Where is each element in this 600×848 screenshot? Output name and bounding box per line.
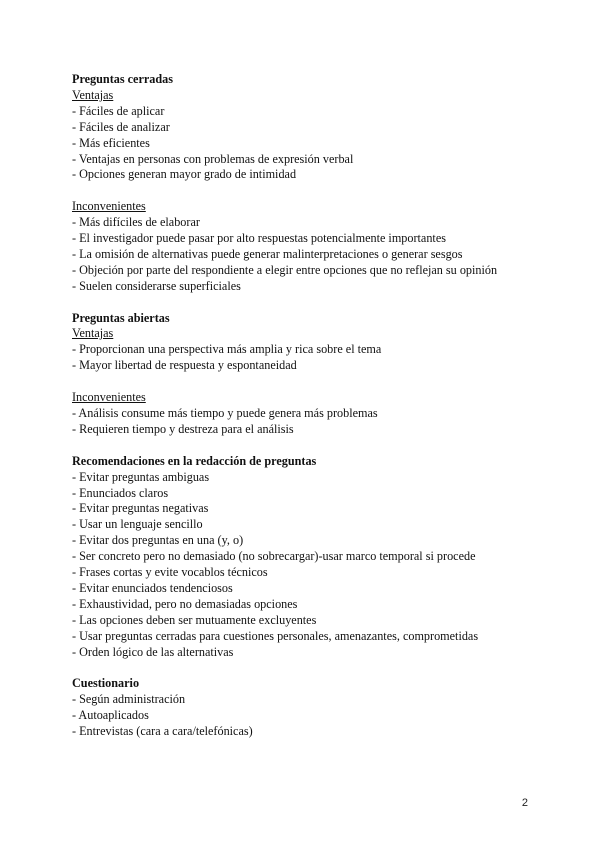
list-item: - Análisis consume más tiempo y puede genera más problemas bbox=[72, 405, 378, 420]
list-item: - Autoaplicados bbox=[72, 708, 149, 723]
list-item: - Ser concreto pero no demasiado (no sobrecargar)-usar marco temporal si procede bbox=[72, 549, 476, 564]
list-item: - Según administración bbox=[72, 692, 186, 707]
subsection-label-ventajas: Ventajas bbox=[72, 326, 114, 341]
list-item: - Usar preguntas cerradas para cuestiones personales, amenazantes, comprometidas bbox=[72, 628, 479, 643]
list-item: - Fáciles de analizar bbox=[72, 119, 170, 134]
list-item: - Opciones generan mayor grado de intimidad bbox=[72, 167, 297, 182]
list-item: - Suelen considerarse superficiales bbox=[72, 278, 241, 293]
list-item: - Evitar preguntas negativas bbox=[72, 501, 209, 516]
list-item: - Evitar enunciados tendenciosos bbox=[72, 580, 233, 595]
list-item: - Mayor libertad de respuesta y espontaneidad bbox=[72, 358, 297, 373]
subsection-label-inconvenientes: Inconvenientes bbox=[72, 199, 146, 214]
list-item: - Objeción por parte del respondiente a elegir entre opciones que no reflejan su opinión bbox=[72, 262, 498, 277]
list-item: - Las opciones deben ser mutuamente excluyentes bbox=[72, 612, 317, 627]
section-title-recomendaciones: Recomendaciones en la redacción de preguntas bbox=[72, 453, 317, 468]
list-item: - Requieren tiempo y destreza para el análisis bbox=[72, 421, 294, 436]
list-item: - Evitar preguntas ambiguas bbox=[72, 469, 210, 484]
list-item: - Usar un lenguaje sencillo bbox=[72, 517, 203, 532]
list-item: - Fáciles de aplicar bbox=[72, 103, 165, 118]
section-title-preguntas-cerradas: Preguntas cerradas bbox=[72, 72, 173, 86]
list-item: - Frases cortas y evite vocablos técnicos bbox=[72, 565, 268, 580]
list-item: - Exhaustividad, pero no demasiadas opciones bbox=[72, 596, 298, 611]
list-item: - Evitar dos preguntas en una (y, o) bbox=[72, 533, 244, 548]
list-item: - Entrevistas (cara a cara/telefónicas) bbox=[72, 724, 253, 739]
list-item: - Enunciados claros bbox=[72, 485, 169, 500]
list-item: - Más eficientes bbox=[72, 135, 150, 150]
list-item: - Orden lógico de las alternativas bbox=[72, 644, 234, 659]
subsection-label-ventajas: Ventajas bbox=[72, 87, 114, 102]
section-title-cuestionario: Cuestionario bbox=[72, 676, 140, 691]
document-body bbox=[72, 72, 542, 740]
page-number: 2 bbox=[521, 797, 528, 809]
list-item: - Ventajas en personas con problemas de expresión verbal bbox=[72, 151, 354, 166]
list-item: - La omisión de alternativas puede generar malinterpretaciones o generar sesgos bbox=[72, 246, 463, 261]
subsection-label-inconvenientes: Inconvenientes bbox=[72, 390, 146, 405]
list-item: - Proporcionan una perspectiva más amplia y rica sobre el tema bbox=[72, 342, 382, 357]
section-title-preguntas-abiertas: Preguntas abiertas bbox=[72, 310, 170, 325]
list-item: - Más difíciles de elaborar bbox=[72, 215, 200, 230]
list-item: - El investigador puede pasar por alto respuestas potencialmente importantes bbox=[72, 231, 446, 246]
